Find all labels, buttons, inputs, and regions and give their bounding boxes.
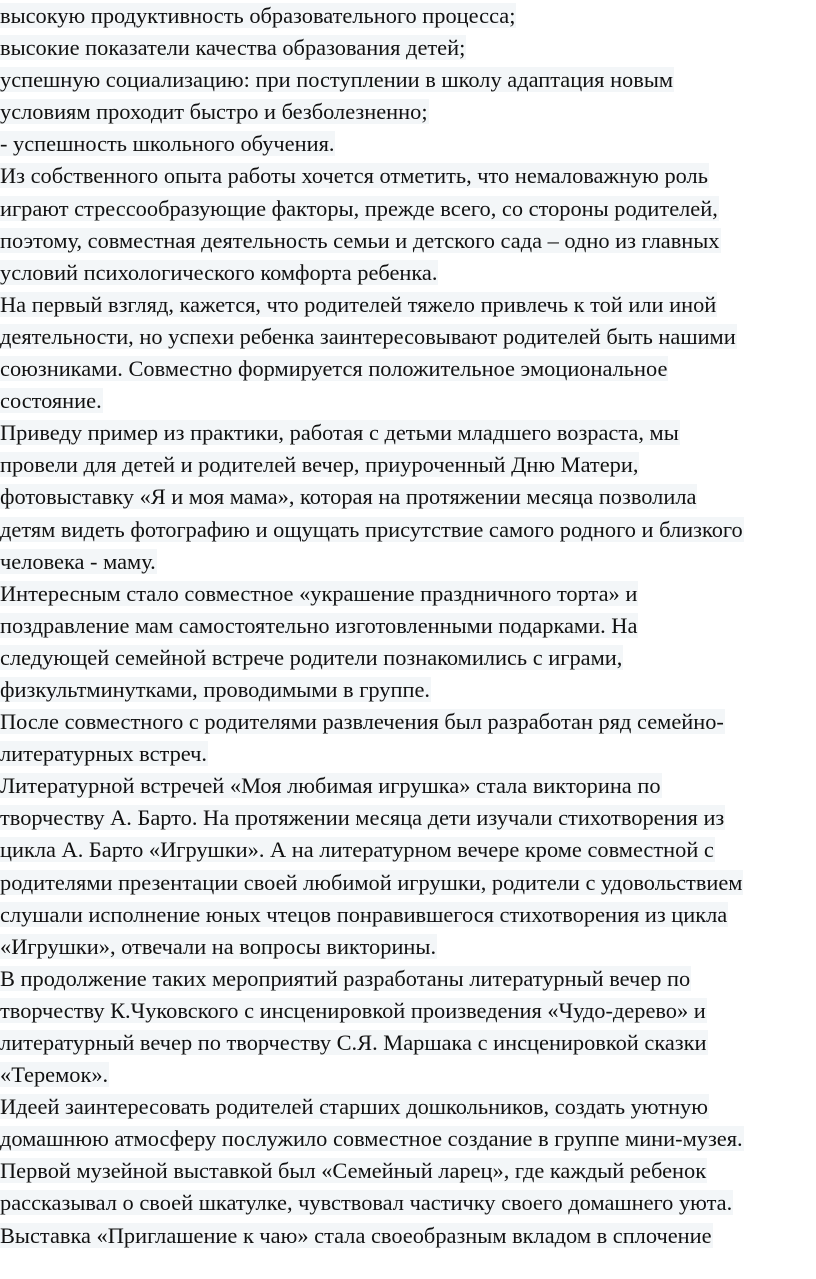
text-line: литературный вечер по творчеству С.Я. Маршака с инсценировкой сказки (0, 1030, 707, 1055)
text-line: рассказывал о своей шкатулке, чувствовал частичку своего домашнего уюта. (0, 1190, 733, 1216)
text-line: «Игрушки», отвечали на вопросы викторины. (0, 933, 437, 959)
text-line: играют стрессообразующие факторы, прежде всего, со стороны родителей, (0, 195, 718, 221)
text-line: В продолжение таких мероприятий разработаны литературный вечер по (0, 965, 691, 991)
text-line: литературных встреч. (0, 741, 208, 767)
text-line: Из собственного опыта работы хочется отметить, что немаловажную роль (0, 163, 708, 189)
text-line: - успешность школьного обучения. (0, 131, 335, 157)
text-line: На первый взгляд, кажется, что родителей тяжело привлечь к той или иной (0, 291, 717, 317)
text-line: успешную социализацию: при поступлении в школу адаптация новым (0, 67, 674, 93)
text-line: деятельности, но успехи ребенка заинтересовывают родителей быть нашими (0, 323, 736, 349)
text-line: Приведу пример из практики, работая с детьми младшего возраста, мы (0, 420, 679, 446)
text-line: состояние. (0, 388, 102, 414)
text-line: Первой музейной выставкой был «Семейный ларец», где каждый ребенок (0, 1158, 707, 1184)
text-line: фотовыставку «Я и моя мама», которая на протяжении месяца позволила (0, 484, 697, 510)
text-line: условий психологического комфорта ребенка. (0, 259, 438, 285)
text-line: поэтому, совместная деятельность семьи и детского сада – одно из главных (0, 227, 720, 253)
text-line: условиям проходит быстро и безболезненно; (0, 99, 428, 125)
text-line: Выставка «Приглашение к чаю» стала своеобразным вкладом в сплочение (0, 1222, 712, 1248)
text-line: человека - маму. (0, 548, 156, 574)
text-line: Интересным стало совместное «украшение праздничного торта» и (0, 580, 638, 606)
text-line: Литературной встречей «Моя любимая игрушка» стала викторина по (0, 773, 661, 799)
text-line: провели для детей и родителей вечер, приуроченный Дню Матери, (0, 452, 639, 478)
text-line: домашнюю атмосферу послужило совместное создание в группе мини-музея. (0, 1126, 743, 1152)
text-line: высокую продуктивность образовательного процесса; (0, 3, 516, 28)
text-line: «Теремок». (0, 1062, 109, 1088)
text-line: Идеей заинтересовать родителей старших дошкольников, создать уютную (0, 1094, 708, 1120)
text-line: творчеству А. Барто. На протяжении месяца дети изучали стихотворения из (0, 805, 725, 831)
text-line: цикла А. Барто «Игрушки». А на литературном вечере кроме совместной с (0, 837, 714, 863)
text-line: творчеству К.Чуковского с инсценировкой произведения «Чудо-дерево» и (0, 997, 706, 1023)
text-line: родителями презентации своей любимой игрушки, родители с удовольствием (0, 869, 743, 895)
text-line: поздравление мам самостоятельно изготовленными подарками. На (0, 612, 638, 638)
text-line: детям видеть фотографию и ощущать присутствие самого родного и близкого (0, 516, 743, 542)
text-line: После совместного с родителями развлечения был разработан ряд семейно- (0, 709, 724, 735)
text-line: высокие показатели качества образования детей; (0, 35, 466, 61)
text-line: следующей семейной встрече родители познакомились с играми, (0, 644, 623, 670)
text-line: физкультминутками, проводимыми в группе. (0, 676, 430, 702)
text-line: союзниками. Совместно формируется положительное эмоциональное (0, 356, 668, 382)
text-line: слушали исполнение юных чтецов понравившегося стихотворения из цикла (0, 901, 728, 927)
